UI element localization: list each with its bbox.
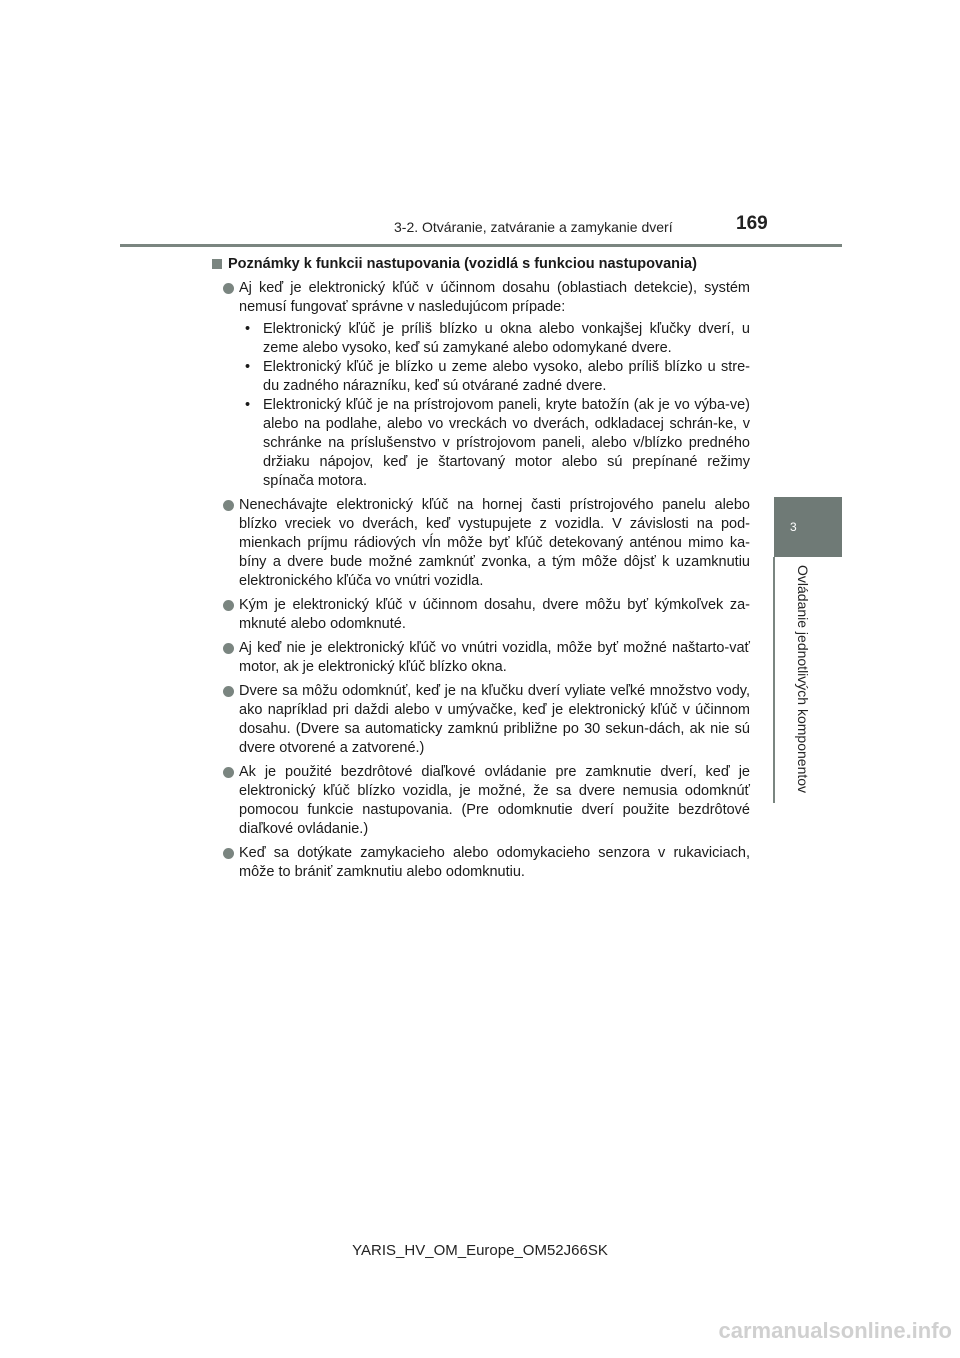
note-text: Keď sa dotýkate zamykacieho alebo odomykacieho senzora v rukaviciach, môže to brániť zamknutiu alebo odomknutiu. — [239, 845, 750, 880]
note-item — [210, 763, 750, 839]
sub-item-text: Elektronický kľúč je na prístrojovom paneli, kryte batožín (ak je vo výba-ve) alebo na podlahe, alebo vo vreckách vo dverách, odkladacej schrán-ke, v schránke na príslušenstvo v prístrojovom paneli, alebo v/blízko predného držiaku nápojov, keď je štartovaný motor alebo sú prepínané režimy spínača motora. — [263, 397, 750, 489]
note-text: Aj keď nie je elektronický kľúč vo vnútri vozidla, môže byť možné naštarto-vať motor, ak je elektronický kľúč blízko okna. — [239, 640, 750, 675]
sub-item — [239, 396, 750, 491]
sub-list — [239, 320, 750, 491]
note-text: Aj keď je elektronický kľúč v účinnom dosahu (oblastiach detekcie), systém nemusí fungovať správne v nasledujúcom prípade: — [239, 280, 750, 315]
main-content — [210, 255, 750, 887]
note-item — [210, 682, 750, 758]
chapter-side-title: Ovládanie jednotlivých komponentov — [795, 565, 811, 794]
document-footer-code: YARIS_HV_OM_Europe_OM52J66SK — [352, 1242, 608, 1259]
dot-bullet-icon: • — [245, 397, 251, 413]
note-item — [210, 596, 750, 634]
note-text: Kým je elektronický kľúč v účinnom dosahu, dvere môžu byť kýmkoľvek za-mknuté alebo odomknuté. — [239, 597, 750, 632]
section-heading-text: Poznámky k funkcii nastupovania (vozidlá s funkciou nastupovania) — [228, 256, 697, 272]
dot-bullet-icon: • — [245, 359, 251, 375]
sub-item — [239, 320, 750, 358]
note-item — [210, 496, 750, 591]
note-text: Nenechávajte elektronický kľúč na hornej časti prístrojového panelu alebo blízko vreciek vo dverách, keď vystupujete z vozidla. V závislosti na pod-mienkach príjmu rádiových vĺn môže byť kľúč detekovaný anténou mimo ka-bíny a dvere bude možné zamknúť zvonka, a tým môže dôjsť k uzamknutiu elektronického kľúča vo vnútri vozidla. — [239, 497, 750, 589]
circle-bullet-icon — [223, 500, 234, 511]
circle-bullet-icon — [223, 767, 234, 778]
square-bullet-icon — [212, 259, 222, 269]
header-section-title: 3-2. Otváranie, zatváranie a zamykanie dverí — [394, 219, 673, 235]
page-number: 169 — [736, 213, 768, 234]
circle-bullet-icon — [223, 686, 234, 697]
note-text: Dvere sa môžu odomknúť, keď je na kľučku dverí vyliate veľké množstvo vody, ako napríklad pri daždi alebo v umývačke, keď je elektronický kľúč v účinnom dosahu. (Dvere sa automaticky zamknú približne po 30 sekun-dách, ak nie sú dvere otvorené a zatvorené.) — [239, 683, 750, 756]
section-heading — [210, 255, 750, 274]
sub-item-text: Elektronický kľúč je blízko u zeme alebo vysoko, alebo príliš blízko u stre-du zadného nárazníku, keď sú otvárané zadné dvere. — [263, 359, 750, 394]
circle-bullet-icon — [223, 283, 234, 294]
header-divider — [120, 244, 842, 247]
note-item — [210, 639, 750, 677]
chapter-side-line — [773, 557, 775, 803]
sub-item — [239, 358, 750, 396]
dot-bullet-icon: • — [245, 321, 251, 337]
note-text: Ak je použité bezdrôtové diaľkové ovládanie pre zamknutie dverí, keď je elektronický kľúč blízko vozidla, je možné, že sa dvere nemusia odomknúť pomocou funkcie nastupovania. (Pre odomknutie dverí použite bezdrôtové diaľkové ovládanie.) — [239, 764, 750, 837]
chapter-tab-number: 3 — [790, 520, 797, 534]
chapter-tab — [774, 497, 842, 557]
circle-bullet-icon — [223, 848, 234, 859]
note-item — [210, 279, 750, 491]
circle-bullet-icon — [223, 600, 234, 611]
note-item — [210, 844, 750, 882]
sub-item-text: Elektronický kľúč je príliš blízko u okna alebo vonkajšej kľučky dverí, u zeme alebo vysoko, keď sú zamykané alebo odomykané dvere. — [263, 321, 750, 356]
watermark: carmanualsonline.info — [718, 1318, 952, 1343]
circle-bullet-icon — [223, 643, 234, 654]
